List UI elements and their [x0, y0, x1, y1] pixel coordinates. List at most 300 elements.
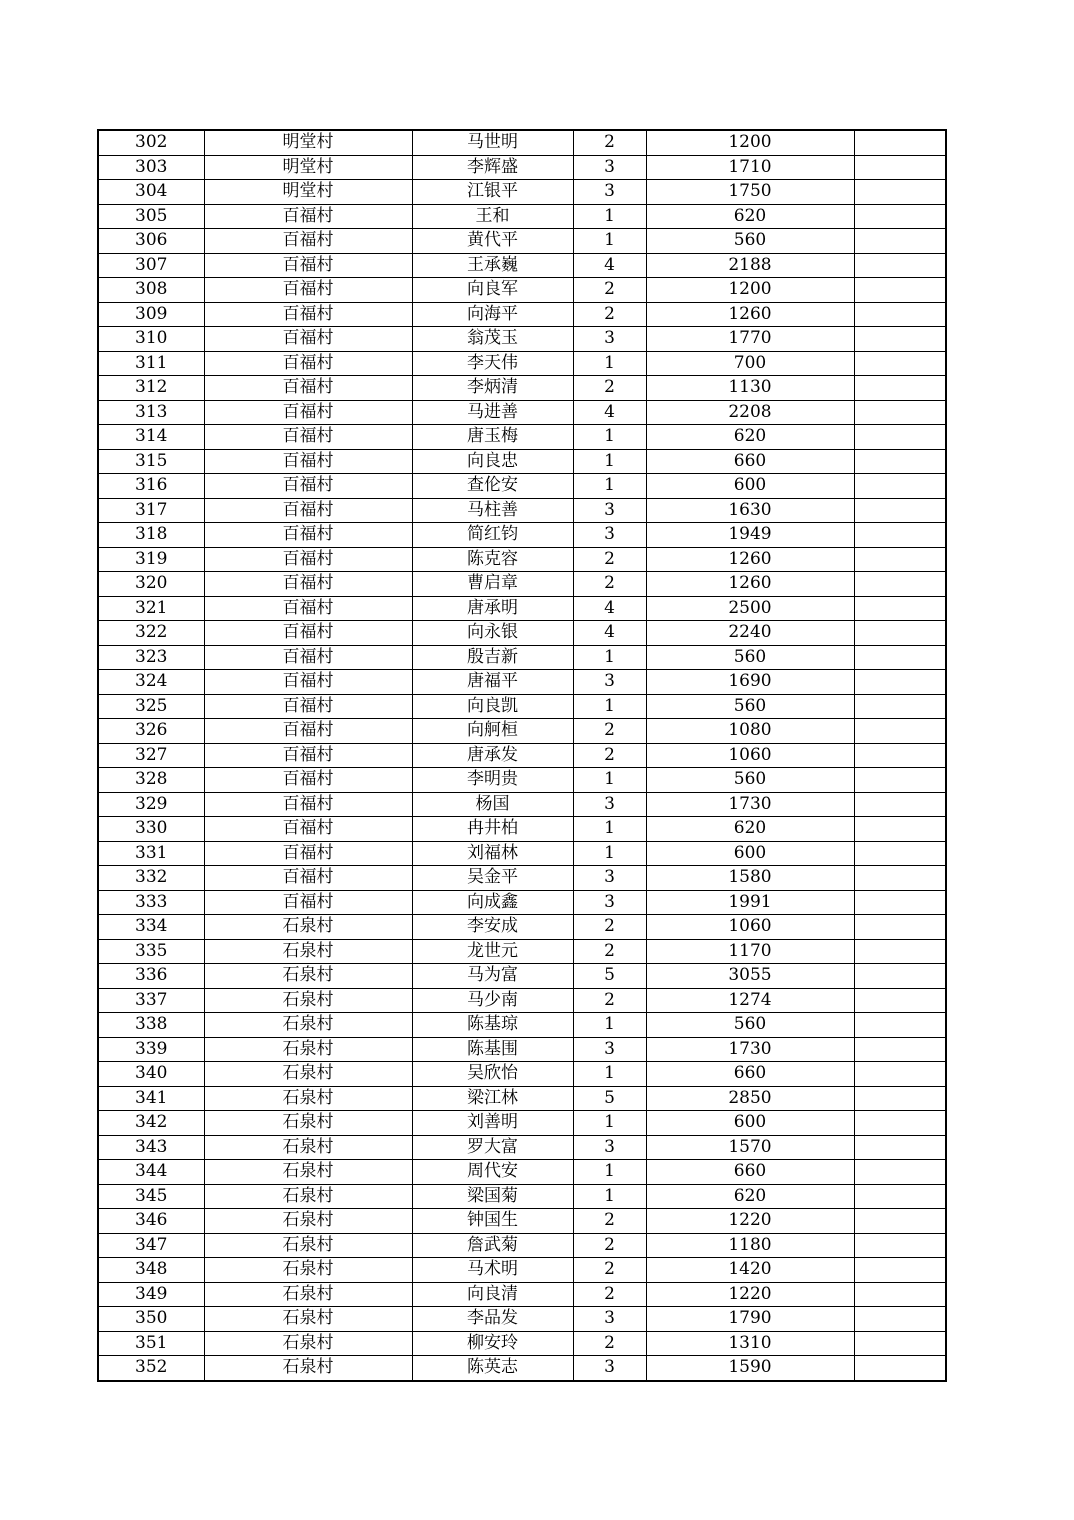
remark-cell	[854, 351, 946, 376]
village-cell: 石泉村	[204, 1160, 412, 1185]
name-cell: 查伦安	[412, 474, 573, 499]
household-size-cell: 2	[573, 1258, 646, 1283]
remark-cell	[854, 474, 946, 499]
household-size-cell: 2	[573, 302, 646, 327]
household-size-cell: 4	[573, 596, 646, 621]
table-row	[98, 841, 946, 866]
household-size-cell: 5	[573, 964, 646, 989]
remark-cell	[854, 915, 946, 940]
household-size-cell: 1	[573, 474, 646, 499]
table-row	[98, 1331, 946, 1356]
village-cell: 百福村	[204, 890, 412, 915]
household-size-cell: 3	[573, 155, 646, 180]
remark-cell	[854, 547, 946, 572]
village-cell: 石泉村	[204, 1013, 412, 1038]
table-row	[98, 768, 946, 793]
remark-cell	[854, 1331, 946, 1356]
remark-cell	[854, 278, 946, 303]
name-cell: 唐玉梅	[412, 425, 573, 450]
row-number-cell: 336	[98, 964, 204, 989]
household-size-cell: 3	[573, 327, 646, 352]
name-cell: 吴欣怡	[412, 1062, 573, 1087]
row-number-cell: 350	[98, 1307, 204, 1332]
table-row	[98, 474, 946, 499]
data-table	[97, 129, 947, 1382]
row-number-cell: 327	[98, 743, 204, 768]
village-cell: 石泉村	[204, 964, 412, 989]
amount-cell: 2850	[646, 1086, 854, 1111]
name-cell: 詹武菊	[412, 1233, 573, 1258]
remark-cell	[854, 817, 946, 842]
remark-cell	[854, 1356, 946, 1381]
amount-cell: 660	[646, 449, 854, 474]
row-number-cell: 305	[98, 204, 204, 229]
amount-cell: 560	[646, 768, 854, 793]
village-cell: 石泉村	[204, 1307, 412, 1332]
table-row	[98, 155, 946, 180]
amount-cell: 1260	[646, 547, 854, 572]
name-cell: 梁国菊	[412, 1184, 573, 1209]
table-row	[98, 1209, 946, 1234]
village-cell: 百福村	[204, 449, 412, 474]
village-cell: 百福村	[204, 596, 412, 621]
row-number-cell: 321	[98, 596, 204, 621]
village-cell: 百福村	[204, 817, 412, 842]
remark-cell	[854, 204, 946, 229]
table-row	[98, 204, 946, 229]
household-size-cell: 3	[573, 1356, 646, 1381]
amount-cell: 1200	[646, 278, 854, 303]
remark-cell	[854, 1086, 946, 1111]
remark-cell	[854, 694, 946, 719]
name-cell: 江银平	[412, 180, 573, 205]
table-row	[98, 498, 946, 523]
village-cell: 百福村	[204, 572, 412, 597]
household-size-cell: 1	[573, 1062, 646, 1087]
row-number-cell: 345	[98, 1184, 204, 1209]
name-cell: 曹启章	[412, 572, 573, 597]
amount-cell: 1274	[646, 988, 854, 1013]
row-number-cell: 312	[98, 376, 204, 401]
amount-cell: 1220	[646, 1209, 854, 1234]
amount-cell: 1180	[646, 1233, 854, 1258]
name-cell: 唐承明	[412, 596, 573, 621]
household-size-cell: 2	[573, 1331, 646, 1356]
village-cell: 石泉村	[204, 1111, 412, 1136]
village-cell: 石泉村	[204, 1209, 412, 1234]
village-cell: 百福村	[204, 523, 412, 548]
household-size-cell: 2	[573, 1209, 646, 1234]
amount-cell: 3055	[646, 964, 854, 989]
household-size-cell: 2	[573, 939, 646, 964]
village-cell: 百福村	[204, 253, 412, 278]
village-cell: 石泉村	[204, 1233, 412, 1258]
remark-cell	[854, 719, 946, 744]
table-row	[98, 621, 946, 646]
row-number-cell: 308	[98, 278, 204, 303]
row-number-cell: 323	[98, 645, 204, 670]
name-cell: 陈基围	[412, 1037, 573, 1062]
name-cell: 向良忠	[412, 449, 573, 474]
amount-cell: 600	[646, 841, 854, 866]
household-size-cell: 1	[573, 1184, 646, 1209]
row-number-cell: 337	[98, 988, 204, 1013]
remark-cell	[854, 1062, 946, 1087]
village-cell: 百福村	[204, 376, 412, 401]
village-cell: 百福村	[204, 645, 412, 670]
table-row	[98, 915, 946, 940]
row-number-cell: 310	[98, 327, 204, 352]
remark-cell	[854, 498, 946, 523]
name-cell: 简红钧	[412, 523, 573, 548]
village-cell: 百福村	[204, 474, 412, 499]
name-cell: 周代安	[412, 1160, 573, 1185]
table-row	[98, 1282, 946, 1307]
village-cell: 百福村	[204, 670, 412, 695]
household-size-cell: 3	[573, 180, 646, 205]
household-size-cell: 3	[573, 792, 646, 817]
household-size-cell: 2	[573, 988, 646, 1013]
name-cell: 刘善明	[412, 1111, 573, 1136]
table-row	[98, 988, 946, 1013]
remark-cell	[854, 253, 946, 278]
remark-cell	[854, 425, 946, 450]
household-size-cell: 2	[573, 1233, 646, 1258]
remark-cell	[854, 327, 946, 352]
amount-cell: 700	[646, 351, 854, 376]
name-cell: 冉井柏	[412, 817, 573, 842]
household-size-cell: 2	[573, 743, 646, 768]
remark-cell	[854, 1282, 946, 1307]
amount-cell: 600	[646, 474, 854, 499]
remark-cell	[854, 1037, 946, 1062]
table-row	[98, 547, 946, 572]
household-size-cell: 1	[573, 817, 646, 842]
amount-cell: 1060	[646, 743, 854, 768]
household-size-cell: 1	[573, 694, 646, 719]
village-cell: 百福村	[204, 278, 412, 303]
table-row	[98, 1086, 946, 1111]
name-cell: 马少南	[412, 988, 573, 1013]
row-number-cell: 329	[98, 792, 204, 817]
remark-cell	[854, 155, 946, 180]
amount-cell: 2500	[646, 596, 854, 621]
amount-cell: 560	[646, 645, 854, 670]
row-number-cell: 338	[98, 1013, 204, 1038]
row-number-cell: 343	[98, 1135, 204, 1160]
village-cell: 百福村	[204, 425, 412, 450]
table-row	[98, 743, 946, 768]
remark-cell	[854, 1013, 946, 1038]
name-cell: 马术明	[412, 1258, 573, 1283]
amount-cell: 1750	[646, 180, 854, 205]
table-row	[98, 278, 946, 303]
row-number-cell: 346	[98, 1209, 204, 1234]
household-size-cell: 2	[573, 915, 646, 940]
row-number-cell: 330	[98, 817, 204, 842]
name-cell: 马进善	[412, 400, 573, 425]
amount-cell: 600	[646, 1111, 854, 1136]
table-row	[98, 694, 946, 719]
remark-cell	[854, 302, 946, 327]
table-row	[98, 523, 946, 548]
table-row	[98, 229, 946, 254]
name-cell: 李天伟	[412, 351, 573, 376]
remark-cell	[854, 376, 946, 401]
name-cell: 向舸桓	[412, 719, 573, 744]
remark-cell	[854, 572, 946, 597]
amount-cell: 1790	[646, 1307, 854, 1332]
row-number-cell: 304	[98, 180, 204, 205]
remark-cell	[854, 890, 946, 915]
remark-cell	[854, 670, 946, 695]
remark-cell	[854, 596, 946, 621]
remark-cell	[854, 964, 946, 989]
amount-cell: 1630	[646, 498, 854, 523]
village-cell: 百福村	[204, 204, 412, 229]
name-cell: 杨国	[412, 792, 573, 817]
village-cell: 石泉村	[204, 939, 412, 964]
name-cell: 罗大富	[412, 1135, 573, 1160]
household-size-cell: 3	[573, 523, 646, 548]
household-size-cell: 3	[573, 1135, 646, 1160]
village-cell: 石泉村	[204, 1086, 412, 1111]
row-number-cell: 348	[98, 1258, 204, 1283]
row-number-cell: 302	[98, 130, 204, 155]
row-number-cell: 315	[98, 449, 204, 474]
remark-cell	[854, 229, 946, 254]
household-size-cell: 3	[573, 866, 646, 891]
remark-cell	[854, 1135, 946, 1160]
table-row	[98, 327, 946, 352]
village-cell: 石泉村	[204, 1135, 412, 1160]
table-row	[98, 1258, 946, 1283]
household-size-cell: 3	[573, 1037, 646, 1062]
table-row	[98, 425, 946, 450]
remark-cell	[854, 1184, 946, 1209]
remark-cell	[854, 768, 946, 793]
name-cell: 陈基琼	[412, 1013, 573, 1038]
amount-cell: 1710	[646, 155, 854, 180]
amount-cell: 1991	[646, 890, 854, 915]
village-cell: 石泉村	[204, 1282, 412, 1307]
amount-cell: 1590	[646, 1356, 854, 1381]
row-number-cell: 322	[98, 621, 204, 646]
table-row	[98, 719, 946, 744]
household-size-cell: 1	[573, 425, 646, 450]
household-size-cell: 4	[573, 400, 646, 425]
household-size-cell: 1	[573, 449, 646, 474]
household-size-cell: 4	[573, 621, 646, 646]
amount-cell: 1949	[646, 523, 854, 548]
row-number-cell: 340	[98, 1062, 204, 1087]
table-row	[98, 964, 946, 989]
amount-cell: 2208	[646, 400, 854, 425]
remark-cell	[854, 1258, 946, 1283]
row-number-cell: 331	[98, 841, 204, 866]
household-size-cell: 2	[573, 278, 646, 303]
table-row	[98, 1062, 946, 1087]
village-cell: 百福村	[204, 351, 412, 376]
amount-cell: 1580	[646, 866, 854, 891]
household-size-cell: 4	[573, 253, 646, 278]
row-number-cell: 333	[98, 890, 204, 915]
table-row	[98, 792, 946, 817]
table-row	[98, 130, 946, 155]
table-body	[98, 130, 946, 1381]
remark-cell	[854, 988, 946, 1013]
name-cell: 柳安玲	[412, 1331, 573, 1356]
remark-cell	[854, 1307, 946, 1332]
row-number-cell: 332	[98, 866, 204, 891]
table-row	[98, 1307, 946, 1332]
name-cell: 翁茂玉	[412, 327, 573, 352]
amount-cell: 2240	[646, 621, 854, 646]
name-cell: 唐承发	[412, 743, 573, 768]
table-row	[98, 596, 946, 621]
row-number-cell: 317	[98, 498, 204, 523]
amount-cell: 560	[646, 694, 854, 719]
household-size-cell: 5	[573, 1086, 646, 1111]
village-cell: 石泉村	[204, 1062, 412, 1087]
table-row	[98, 1037, 946, 1062]
remark-cell	[854, 180, 946, 205]
name-cell: 王和	[412, 204, 573, 229]
row-number-cell: 324	[98, 670, 204, 695]
household-size-cell: 1	[573, 768, 646, 793]
village-cell: 百福村	[204, 498, 412, 523]
name-cell: 李安成	[412, 915, 573, 940]
table-row	[98, 1160, 946, 1185]
row-number-cell: 339	[98, 1037, 204, 1062]
row-number-cell: 311	[98, 351, 204, 376]
household-size-cell: 1	[573, 645, 646, 670]
name-cell: 向良军	[412, 278, 573, 303]
remark-cell	[854, 1111, 946, 1136]
village-cell: 石泉村	[204, 1331, 412, 1356]
name-cell: 陈克容	[412, 547, 573, 572]
row-number-cell: 307	[98, 253, 204, 278]
village-cell: 明堂村	[204, 155, 412, 180]
remark-cell	[854, 523, 946, 548]
row-number-cell: 328	[98, 768, 204, 793]
name-cell: 马为富	[412, 964, 573, 989]
name-cell: 梁江林	[412, 1086, 573, 1111]
remark-cell	[854, 449, 946, 474]
village-cell: 石泉村	[204, 1037, 412, 1062]
name-cell: 王承巍	[412, 253, 573, 278]
table-row	[98, 253, 946, 278]
amount-cell: 1260	[646, 572, 854, 597]
name-cell: 向成鑫	[412, 890, 573, 915]
amount-cell: 620	[646, 1184, 854, 1209]
village-cell: 百福村	[204, 866, 412, 891]
village-cell: 百福村	[204, 547, 412, 572]
village-cell: 石泉村	[204, 988, 412, 1013]
row-number-cell: 320	[98, 572, 204, 597]
amount-cell: 1420	[646, 1258, 854, 1283]
amount-cell: 660	[646, 1062, 854, 1087]
row-number-cell: 349	[98, 1282, 204, 1307]
table-row	[98, 1013, 946, 1038]
village-cell: 百福村	[204, 400, 412, 425]
table-row	[98, 400, 946, 425]
household-size-cell: 1	[573, 229, 646, 254]
household-size-cell: 3	[573, 498, 646, 523]
village-cell: 百福村	[204, 841, 412, 866]
amount-cell: 660	[646, 1160, 854, 1185]
amount-cell: 620	[646, 425, 854, 450]
village-cell: 明堂村	[204, 130, 412, 155]
name-cell: 唐福平	[412, 670, 573, 695]
household-size-cell: 1	[573, 841, 646, 866]
remark-cell	[854, 130, 946, 155]
amount-cell: 1080	[646, 719, 854, 744]
table-row	[98, 1111, 946, 1136]
table-row	[98, 572, 946, 597]
name-cell: 向海平	[412, 302, 573, 327]
household-size-cell: 2	[573, 547, 646, 572]
village-cell: 百福村	[204, 229, 412, 254]
household-size-cell: 2	[573, 376, 646, 401]
row-number-cell: 309	[98, 302, 204, 327]
row-number-cell: 342	[98, 1111, 204, 1136]
name-cell: 李辉盛	[412, 155, 573, 180]
remark-cell	[854, 841, 946, 866]
remark-cell	[854, 743, 946, 768]
household-size-cell: 3	[573, 890, 646, 915]
village-cell: 百福村	[204, 792, 412, 817]
row-number-cell: 347	[98, 1233, 204, 1258]
village-cell: 百福村	[204, 743, 412, 768]
row-number-cell: 351	[98, 1331, 204, 1356]
row-number-cell: 306	[98, 229, 204, 254]
household-size-cell: 2	[573, 572, 646, 597]
table-row	[98, 376, 946, 401]
household-size-cell: 2	[573, 130, 646, 155]
village-cell: 石泉村	[204, 1356, 412, 1381]
row-number-cell: 341	[98, 1086, 204, 1111]
household-size-cell: 3	[573, 1307, 646, 1332]
amount-cell: 1730	[646, 1037, 854, 1062]
table-row	[98, 1184, 946, 1209]
name-cell: 马世明	[412, 130, 573, 155]
amount-cell: 1770	[646, 327, 854, 352]
amount-cell: 1570	[646, 1135, 854, 1160]
household-size-cell: 2	[573, 1282, 646, 1307]
table-row	[98, 645, 946, 670]
row-number-cell: 334	[98, 915, 204, 940]
household-size-cell: 2	[573, 719, 646, 744]
amount-cell: 560	[646, 1013, 854, 1038]
name-cell: 向永银	[412, 621, 573, 646]
village-cell: 石泉村	[204, 1184, 412, 1209]
amount-cell: 1730	[646, 792, 854, 817]
village-cell: 百福村	[204, 327, 412, 352]
amount-cell: 620	[646, 817, 854, 842]
row-number-cell: 326	[98, 719, 204, 744]
household-size-cell: 3	[573, 670, 646, 695]
table-row	[98, 866, 946, 891]
household-size-cell: 1	[573, 1013, 646, 1038]
table-row	[98, 1356, 946, 1381]
household-size-cell: 1	[573, 1160, 646, 1185]
household-size-cell: 1	[573, 1111, 646, 1136]
amount-cell: 560	[646, 229, 854, 254]
remark-cell	[854, 1209, 946, 1234]
table-row	[98, 351, 946, 376]
row-number-cell: 303	[98, 155, 204, 180]
